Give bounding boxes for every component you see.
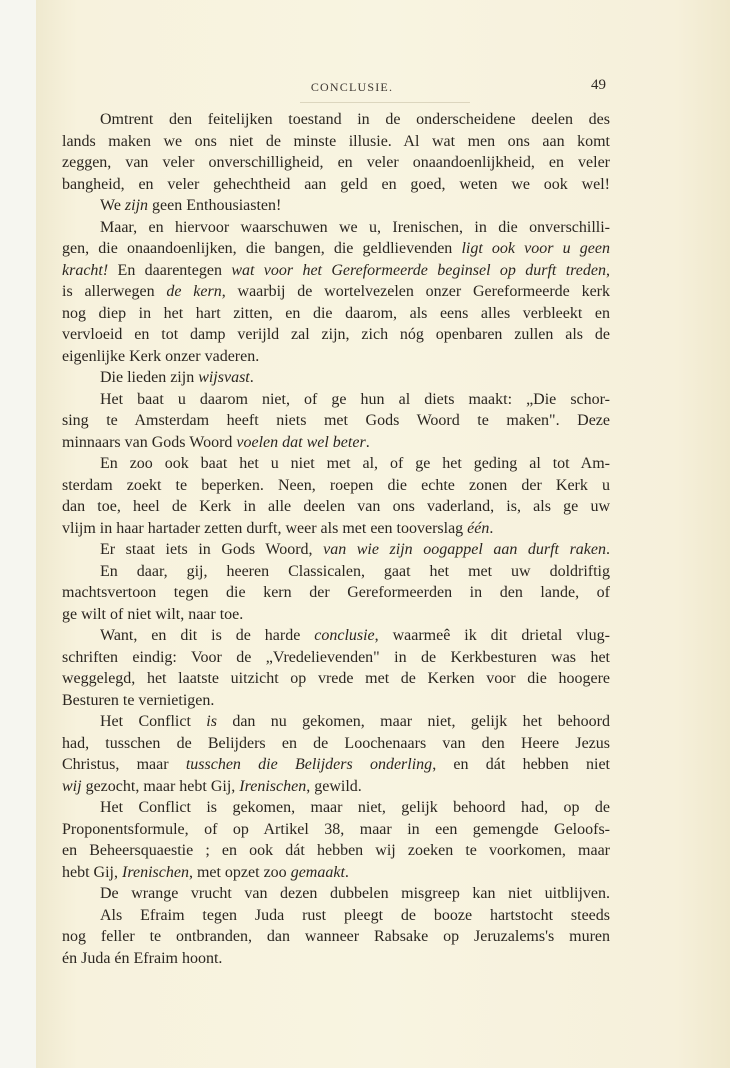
text-line (62, 518, 610, 540)
text-line (62, 539, 610, 561)
text-run: Het Conflict is gekomen, maar niet, gelijk behoord had, op de (100, 799, 610, 816)
text-run: En zoo ook baat het u niet met al, of ge het geding al tot Am- (100, 455, 610, 472)
text-line (62, 152, 610, 174)
text-run: lands maken we ons niet de minste illusie. Al wat men ons aan komt (62, 132, 610, 150)
text-run: geen Enthousiasten! (148, 197, 282, 214)
text-run: , gewild. (306, 777, 362, 795)
text-line (62, 475, 610, 497)
text-run: nog feller te ontbranden, dan wanneer Rabsake op Jeruzalems's muren (62, 928, 610, 945)
text-run: , en dát hebben niet (432, 756, 611, 773)
text-run: had, tusschen de Belijders en de Loochenaars van den Heere Jezus (62, 734, 610, 752)
text-line (62, 324, 610, 346)
text-run: Maar, en hiervoor waarschuwen we u, Irenischen, in die onverschilli- (100, 218, 610, 236)
text-run: . (489, 519, 494, 537)
text-run: , (606, 261, 611, 279)
text-run: gen, die onaandoenlijken, die bangen, die geldlievenden (62, 240, 462, 257)
italic-run: kracht! (62, 261, 109, 279)
text-run: En daarentegen (108, 261, 232, 279)
text-run: Het baat u daarom niet, of ge hun al diets maakt: „Die schor- (100, 390, 610, 408)
text-line (62, 797, 610, 819)
text-run: gezocht, maar hebt Gij, (81, 777, 240, 795)
text-line (62, 346, 610, 368)
text-run: ge wilt of niet wilt, naar toe. (62, 605, 244, 623)
text-run: sing te Amsterdam heeft niets met Gods Woord te maken". Deze (62, 412, 610, 429)
text-run: hebt Gij, (62, 863, 122, 881)
text-run: zeggen, van veler onverschilligheid, en veler onaandoenlijkheid, en veler (62, 154, 610, 171)
text-run: Proponentsformule, of op Artikel 38, maar in een gemengde Geloofs- (62, 820, 610, 838)
text-line (62, 604, 610, 626)
text-line (62, 926, 610, 948)
text-run: De wrange vrucht van dezen dubbelen misgreep kan niet uitblijven. (100, 885, 610, 902)
italic-run: is (206, 713, 217, 730)
italic-run: Irenischen (122, 863, 189, 881)
italic-run: wat voor het Gereformeerde beginsel op durft treden (231, 261, 607, 279)
text-run: en Beheersquaestie ; en ook dát hebben wij zoeken te voorkomen, maar (62, 842, 610, 859)
text-line (62, 260, 610, 282)
text-line (62, 410, 610, 432)
text-line (62, 432, 610, 454)
text-run: . (249, 369, 254, 386)
text-line (62, 367, 610, 389)
text-line (62, 582, 610, 604)
italic-run: conclusie (314, 627, 375, 644)
text-run: én Juda én Efraim hoont. (62, 949, 223, 967)
text-line (62, 647, 610, 669)
text-run: eigenlijke Kerk onzer vaderen. (62, 347, 260, 365)
text-run: is allerwegen (62, 283, 167, 300)
scan-margin-right (730, 0, 738, 1068)
text-line (62, 840, 610, 862)
text-line (62, 668, 610, 690)
text-run: Besturen te vernietigen. (62, 691, 215, 709)
text-run: machtsvertoon tegen die kern der Gereformeerden in den lande, of (62, 584, 610, 601)
text-run: , met opzet zoo (188, 863, 291, 881)
text-line (62, 496, 610, 518)
text-line (62, 862, 610, 884)
italic-run: voelen dat wel beter (236, 433, 366, 451)
text-run: We (100, 197, 125, 214)
text-run: En daar, gij, heeren Classicalen, gaat het met uw doldriftig (100, 562, 610, 580)
running-title: CONCLUSIE. (310, 80, 394, 94)
text-line (62, 948, 610, 970)
text-run: Er staat iets in Gods Woord, (100, 541, 324, 558)
text-run: nog diep in het hart zitten, en die daarom, als eens alles verbleekt en (62, 304, 610, 322)
text-run: Omtrent den feitelijken toestand in de onderscheidene deelen des (100, 111, 610, 128)
page-number: 49 (591, 77, 606, 93)
text-run: Christus, maar (62, 756, 186, 773)
text-line (62, 733, 610, 755)
text-run: . (365, 433, 370, 451)
text-line (62, 131, 610, 153)
text-line (62, 389, 610, 411)
text-line (62, 238, 610, 260)
text-run: , waarbij de wortelvezelen onzer Gereformeerde kerk (221, 283, 610, 300)
text-line (62, 561, 610, 583)
text-run: sterdam zoekt te beperken. Neen, roepen die echte zonen der Kerk u (62, 476, 610, 494)
text-line (62, 625, 610, 647)
page-header (96, 78, 608, 100)
text-line (62, 453, 610, 475)
text-line (62, 711, 610, 733)
header-rule (300, 102, 470, 103)
text-run: Het Conflict (100, 713, 207, 730)
text-run: vervloeid en tot damp verijld zal zijn, zich nóg openbaren zullen als de (62, 326, 610, 343)
text-run: Die lieden zijn (100, 369, 199, 386)
text-run: vlijm in haar hartader zetten durft, weer als met een tooverslag (62, 519, 468, 537)
italic-run: één (467, 519, 490, 537)
text-run: , waarmeê ik dit drietal vlug- (374, 627, 610, 644)
text-run: dan toe, heel de Kerk in alle deelen van ons vaderland, is, als ge uw (62, 498, 610, 515)
body-text (62, 109, 610, 969)
text-line (62, 195, 610, 217)
text-line (62, 776, 610, 798)
italic-run: Irenischen (239, 777, 307, 795)
text-run: minnaars van Gods Woord (62, 433, 237, 451)
text-run: . (606, 541, 610, 558)
text-run: dan nu gekomen, maar niet, gelijk het behoord (216, 713, 610, 730)
italic-run: wij (62, 777, 82, 795)
italic-run: van wie zijn oogappel aan durft raken (323, 541, 606, 558)
text-run: Als Efraim tegen Juda rust pleegt de booze hartstocht steeds (100, 906, 610, 924)
text-line (62, 303, 610, 325)
text-run: . (344, 863, 349, 881)
text-line (62, 905, 610, 927)
scan-margin-left (0, 0, 36, 1068)
text-run: weggelegd, het laatste uitzicht op vrede met de Kerken voor die hoogere (62, 670, 610, 687)
text-line (62, 883, 610, 905)
text-line (62, 819, 610, 841)
italic-run: wijsvast (198, 369, 250, 386)
text-line (62, 217, 610, 239)
italic-run: ligt ook voor u geen (461, 240, 611, 257)
text-line (62, 109, 610, 131)
text-run: schriften eindig: Voor de „Vredelievenden" in de Kerkbesturen was het (62, 648, 610, 666)
text-run: bangheid, en veler gehechtheid aan geld en goed, weten we ook wel! (62, 175, 610, 193)
text-run: Want, en dit is de harde (100, 627, 315, 644)
italic-run: gemaakt (290, 863, 345, 881)
text-line (62, 281, 610, 303)
italic-run: de kern (166, 283, 222, 300)
text-line (62, 174, 610, 196)
text-line (62, 754, 610, 776)
text-line (62, 690, 610, 712)
italic-run: tusschen die Belijders onderling (185, 756, 433, 773)
italic-run: zijn (124, 197, 149, 214)
